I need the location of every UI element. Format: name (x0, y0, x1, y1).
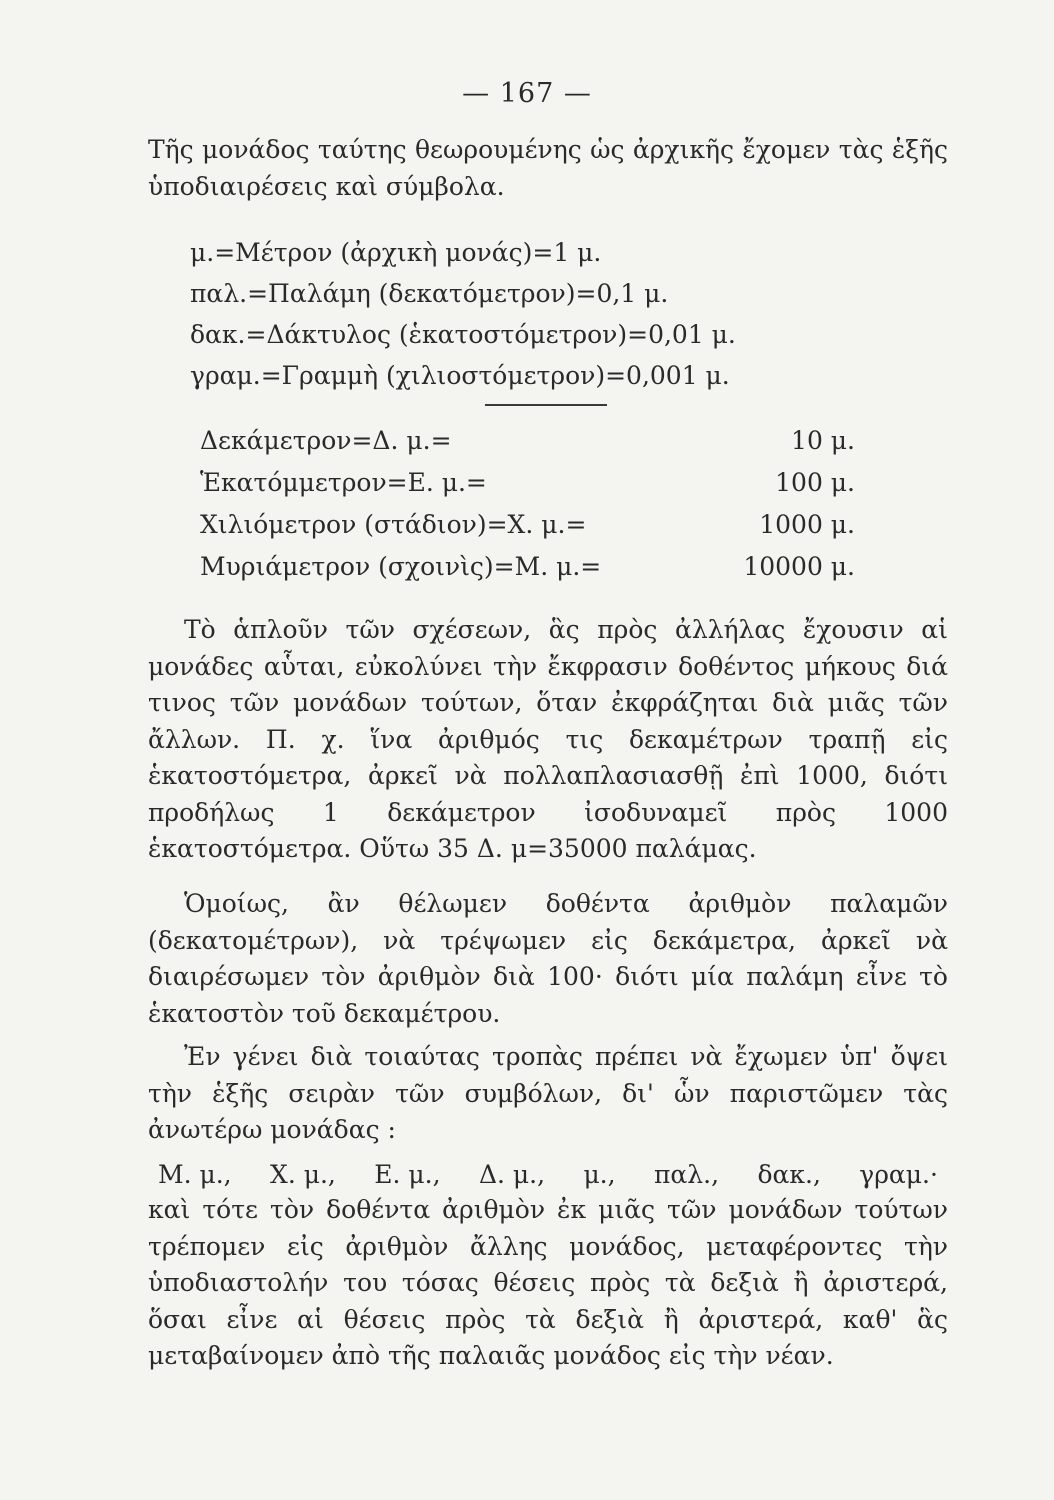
subdivision-line: παλ.=Παλάμη (δεκατόμετρον)=0,1 μ. (190, 279, 669, 308)
multiple-value: 10 μ. (791, 426, 855, 455)
subdivision-line: μ.=Μέτρον (ἀρχικὴ μονάς)=1 μ. (190, 238, 602, 267)
symbol-item: μ., (583, 1160, 616, 1189)
paragraph-decimal-shift: καὶ τότε τὸν δοθέντα ἀριθμὸν ἐκ μιᾶς τῶν μονάδων τούτων τρέπομεν εἰς ἀριθμὸν ἄλλης μονάδος, μεταφέροντες τὴν ὑποδιαστολήν του τόσας θέσεις πρὸς τὰ δεξιὰ ἢ ἀριστερά, ὅσαι εἶνε αἱ θέσεις πρὸς τὰ δεξιὰ ἢ ἀριστερά, καθ' ἃς μεταβαίνομεν ἀπὸ τῆς παλαιᾶς μονάδος εἰς τὴν νέαν. (148, 1195, 948, 1370)
multiple-label: Ἑκατόμμετρον=Ε. μ.= (200, 468, 487, 497)
intro-paragraph: Τῆς μονάδος ταύτης θεωρουμένης ὡς ἀρχικῆς ἔχομεν τὰς ἑξῆς ὑποδιαιρέσεις καὶ σύμβολα. (148, 135, 948, 201)
paragraph-general (148, 1039, 948, 1149)
paragraph-text: Ὁμοίως, ἂν θέλωμεν δοθέντα ἀριθμὸν παλαμῶν (δεκατομέτρων), νὰ τρέψωμεν εἰς δεκάμετρα, ἀρκεῖ νὰ διαιρέσωμεν τὸν ἀριθμὸν διὰ 100· διότι μία παλάμη εἶνε τὸ ἑκατοστὸν τοῦ δεκαμέτρου. (148, 889, 948, 1028)
symbol-item: Μ. μ., (158, 1160, 232, 1189)
multiple-row (200, 546, 855, 588)
page-number: — 167 — (462, 78, 592, 109)
symbol-item: γραμ.· (859, 1160, 938, 1189)
subdivision-line: δακ.=Δάκτυλος (ἑκατοστόμετρον)=0,01 μ. (190, 320, 736, 349)
multiple-label: Χιλιόμετρον (στάδιον)=Χ. μ.= (200, 510, 587, 539)
subdivision-line: γραμ.=Γραμμὴ (χιλιοστόμετρον)=0,001 μ. (190, 361, 730, 390)
multiple-row (200, 504, 855, 546)
symbol-item: δακ., (757, 1160, 821, 1189)
multiples-table (200, 420, 855, 588)
paragraph-text: Τὸ ἁπλοῦν τῶν σχέσεων, ἃς πρὸς ἀλλήλας ἔχουσιν αἱ μονάδες αὗται, εὐκολύνει τὴν ἔκφρασιν δοθέντος μήκους διά τινος τῶν μονάδων τούτων, ὅταν ἐκφράζηται διὰ μιᾶς τῶν ἄλλων. Π. χ. ἵνα ἀριθμός τις δεκαμέτρων τραπῇ εἰς ἑκατοστόμετρα, ἀρκεῖ νὰ πολλαπλασιασθῇ ἐπὶ 1000, διότι προδήλως 1 δεκάμετρον ἰσοδυναμεῖ πρὸς 1000 ἑκατοστόμετρα. Οὕτω 35 Δ. μ=35000 παλάμας. (148, 615, 948, 863)
symbol-item: Ε. μ., (374, 1160, 441, 1189)
paragraph-conversion (148, 612, 948, 868)
separator-rule (485, 404, 607, 406)
symbol-series (158, 1157, 938, 1194)
paragraph-division (148, 886, 948, 1032)
multiple-row (200, 462, 855, 504)
symbol-item: παλ., (653, 1160, 720, 1189)
multiple-row (200, 420, 855, 462)
paragraph-text: Ἐν γένει διὰ τοιαύτας τροπὰς πρέπει νὰ ἔχωμεν ὑπ' ὄψει τὴν ἑξῆς σειρὰν τῶν συμβόλων, δι' ὧν παριστῶμεν τὰς ἀνωτέρω μονάδας : (148, 1042, 948, 1144)
multiple-label: Μυριάμετρον (σχοινὶς)=Μ. μ.= (200, 552, 602, 581)
multiple-label: Δεκάμετρον=Δ. μ.= (200, 426, 452, 455)
subdivisions-list (190, 232, 736, 396)
multiple-value: 1000 μ. (759, 510, 855, 539)
symbol-item: Δ. μ., (478, 1160, 546, 1189)
symbol-item: Χ. μ., (270, 1160, 336, 1189)
multiple-value: 10000 μ. (743, 552, 855, 581)
multiple-value: 100 μ. (775, 468, 855, 497)
